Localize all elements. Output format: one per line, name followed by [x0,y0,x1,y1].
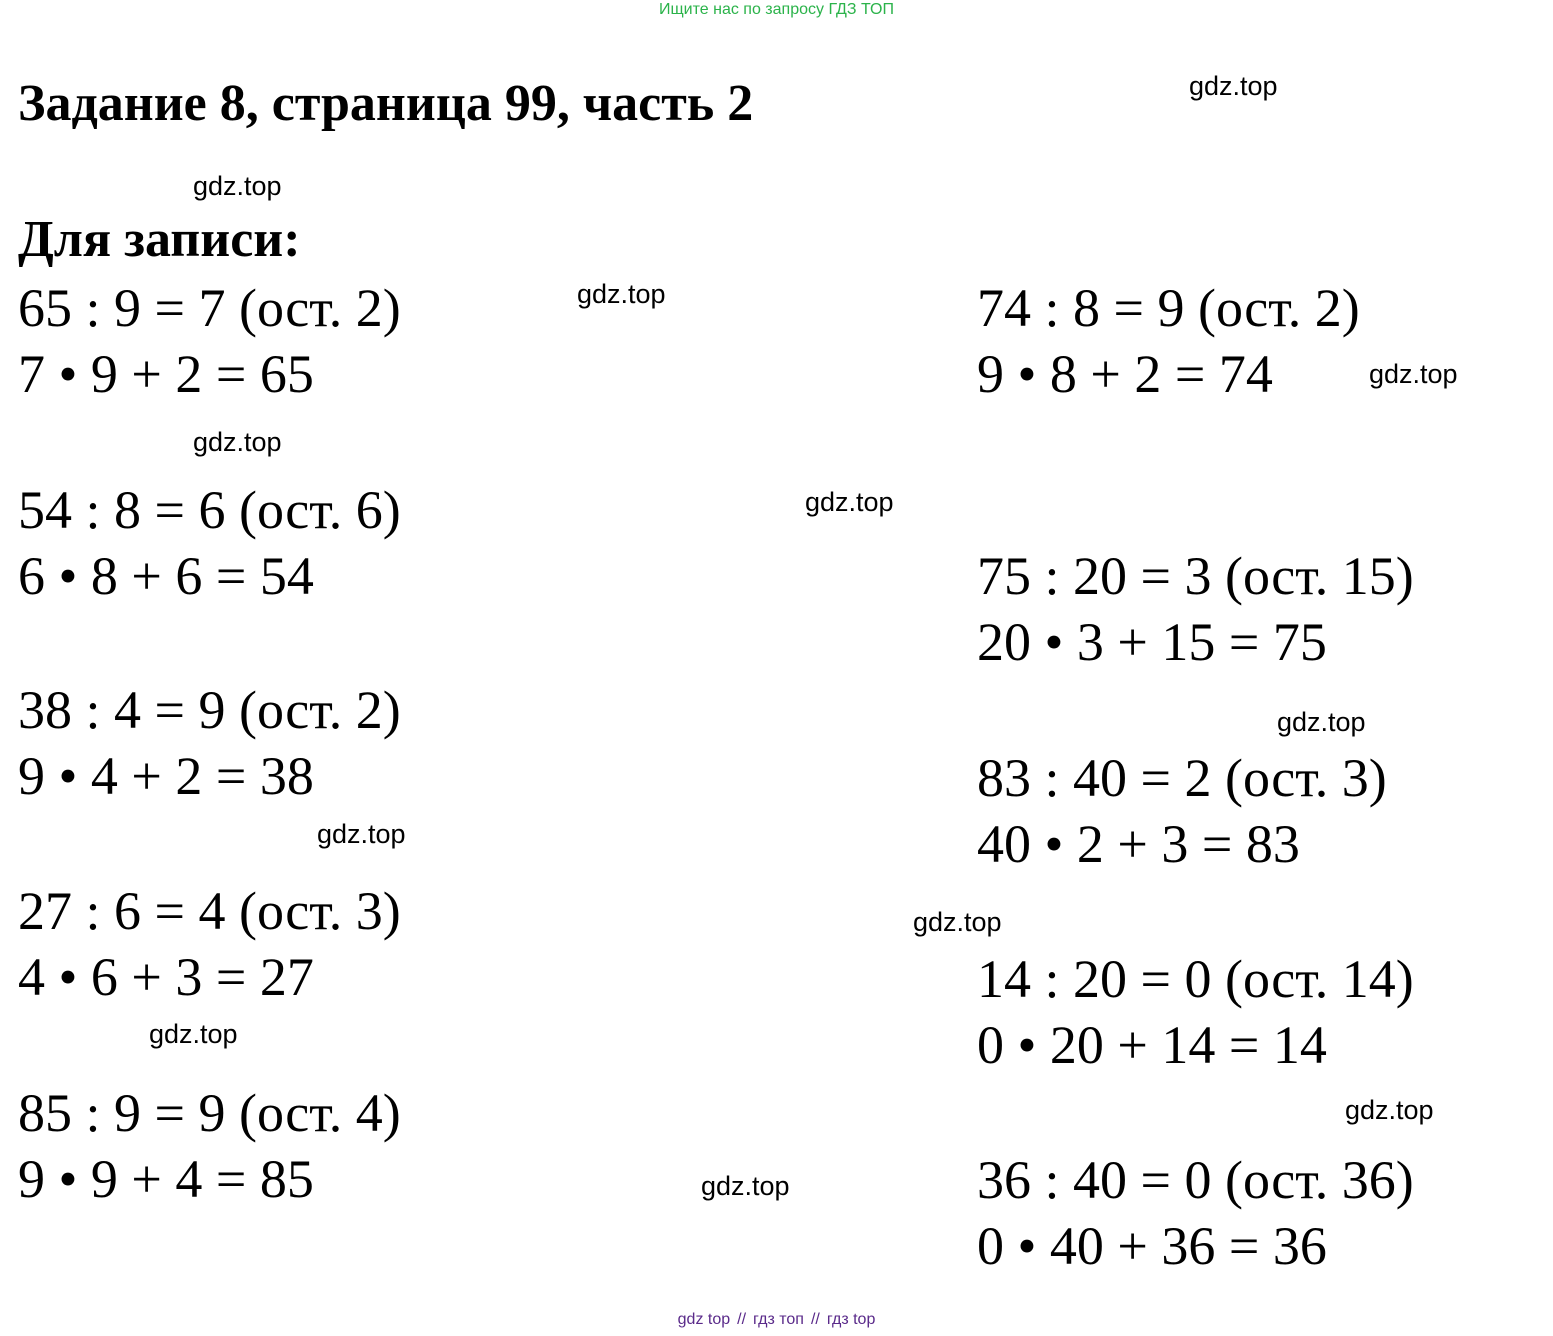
division-equation: 83 : 40 = 2 (ост. 3) [977,748,1387,808]
watermark: gdz.top [1345,1095,1434,1125]
division-equation: 75 : 20 = 3 (ост. 15) [977,546,1414,606]
check-equation: 7 • 9 + 2 = 65 [18,344,314,404]
watermark: gdz.top [701,1171,790,1201]
division-equation: 65 : 9 = 7 (ост. 2) [18,278,401,338]
watermark: gdz.top [805,487,894,517]
check-equation: 6 • 8 + 6 = 54 [18,546,314,606]
division-equation: 27 : 6 = 4 (ост. 3) [18,881,401,941]
watermark: gdz.top [913,907,1002,937]
footer-link-gdz-top[interactable]: gdz top [677,1311,731,1328]
division-equation: 36 : 40 = 0 (ост. 36) [977,1150,1414,1210]
search-banner: Ищите нас по запросу ГДЗ ТОП [659,1,894,18]
footer-link-gdz-top-mixed[interactable]: гдз top [826,1311,876,1328]
task-title: Задание 8, страница 99, часть 2 [18,75,754,132]
watermark: gdz.top [317,819,406,849]
watermark: gdz.top [193,427,282,457]
watermark: gdz.top [1369,359,1458,389]
division-equation: 54 : 8 = 6 (ост. 6) [18,480,401,540]
check-equation: 9 • 4 + 2 = 38 [18,746,314,806]
watermark: gdz.top [149,1019,238,1049]
check-equation: 0 • 20 + 14 = 14 [977,1015,1327,1075]
division-equation: 38 : 4 = 9 (ост. 2) [18,680,401,740]
division-equation: 14 : 20 = 0 (ост. 14) [977,949,1414,1009]
footer-links [0,1311,1553,1329]
check-equation: 9 • 8 + 2 = 74 [977,344,1273,404]
watermark: gdz.top [1189,71,1278,101]
check-equation: 9 • 9 + 4 = 85 [18,1149,314,1209]
division-equation: 85 : 9 = 9 (ост. 4) [18,1083,401,1143]
footer-link-gdz-top-ru[interactable]: гдз топ [753,1311,804,1328]
watermark: gdz.top [193,171,282,201]
check-equation: 4 • 6 + 3 = 27 [18,947,314,1007]
check-equation: 20 • 3 + 15 = 75 [977,612,1327,672]
footer-separator: // [737,1311,747,1328]
division-equation: 74 : 8 = 9 (ост. 2) [977,278,1360,338]
watermark: gdz.top [577,279,666,309]
footer-separator: // [810,1311,820,1328]
section-label: Для записи: [18,211,301,268]
check-equation: 0 • 40 + 36 = 36 [977,1216,1327,1276]
check-equation: 40 • 2 + 3 = 83 [977,814,1300,874]
watermark: gdz.top [1277,707,1366,737]
